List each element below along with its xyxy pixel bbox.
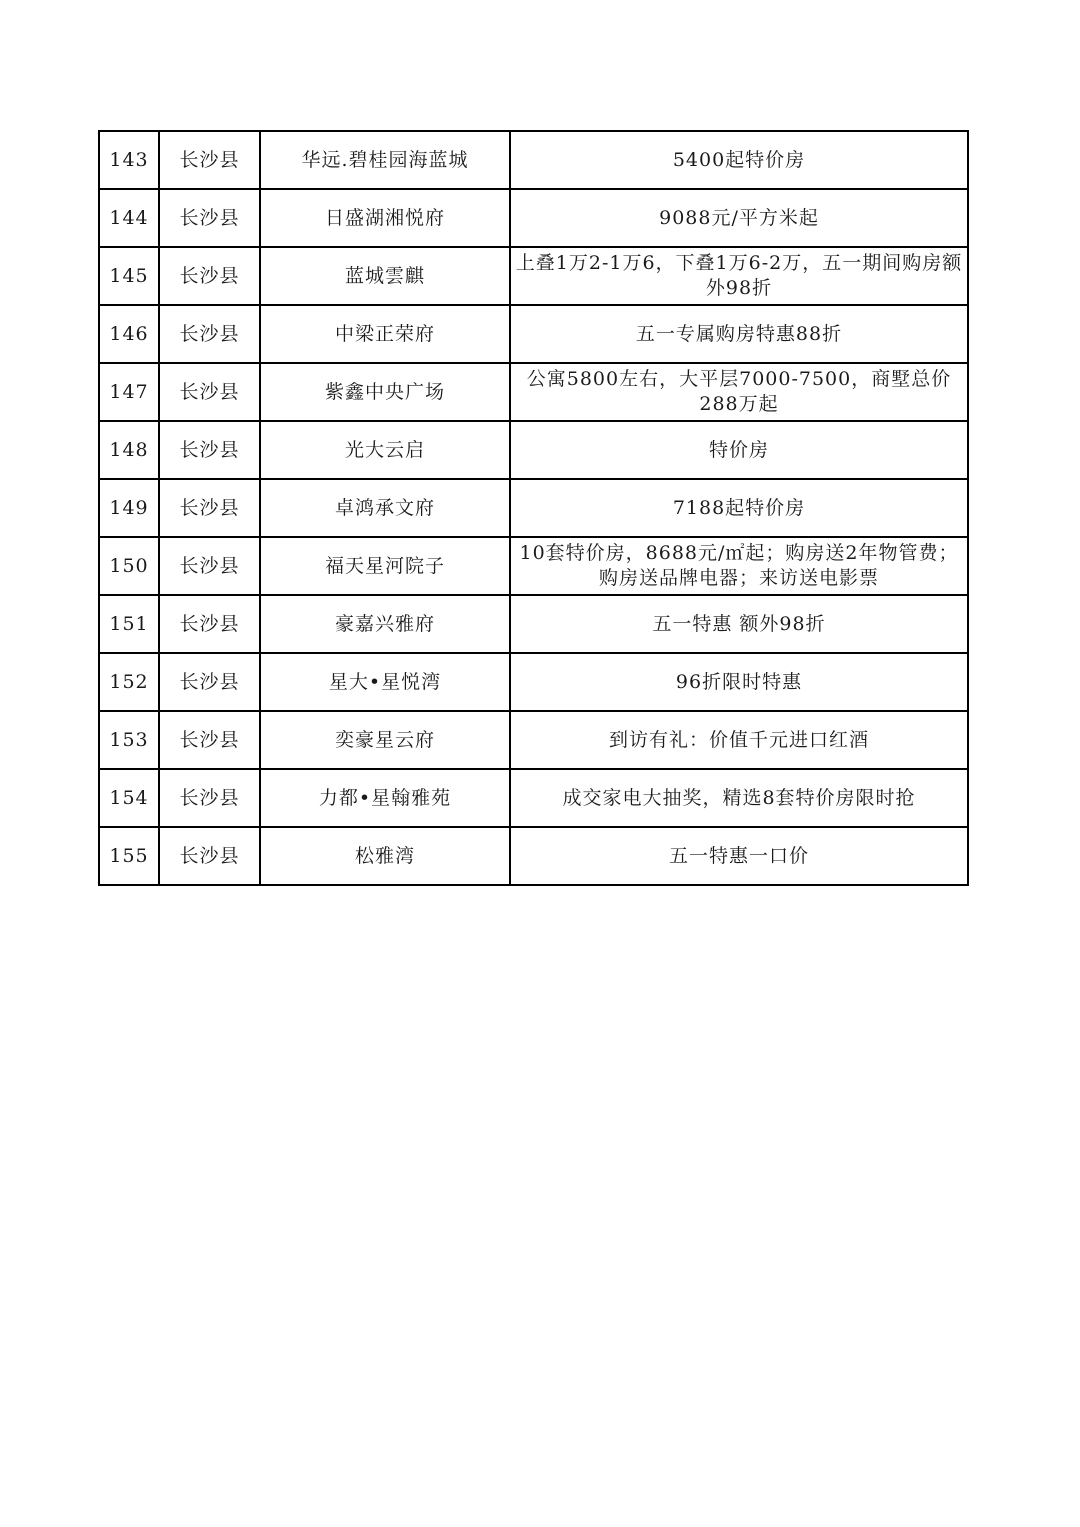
row-number: 146 <box>99 305 159 363</box>
county-cell: 长沙县 <box>159 827 260 885</box>
county-cell: 长沙县 <box>159 479 260 537</box>
row-number: 155 <box>99 827 159 885</box>
row-number: 153 <box>99 711 159 769</box>
county-cell: 长沙县 <box>159 363 260 421</box>
project-name-cell: 紫鑫中央广场 <box>260 363 510 421</box>
table-row <box>99 479 968 537</box>
table-row <box>99 363 968 421</box>
project-name-cell: 奕豪星云府 <box>260 711 510 769</box>
offer-cell: 五一特惠一口价 <box>510 827 968 885</box>
row-number: 144 <box>99 189 159 247</box>
row-number: 143 <box>99 131 159 189</box>
table-row <box>99 769 968 827</box>
project-name-cell: 力都•星翰雅苑 <box>260 769 510 827</box>
county-cell: 长沙县 <box>159 769 260 827</box>
project-name-cell: 日盛湖湘悦府 <box>260 189 510 247</box>
offer-cell: 到访有礼：价值千元进口红酒 <box>510 711 968 769</box>
project-name-cell: 光大云启 <box>260 421 510 479</box>
county-cell: 长沙县 <box>159 653 260 711</box>
project-name-cell: 中梁正荣府 <box>260 305 510 363</box>
table-row <box>99 827 968 885</box>
table-row <box>99 421 968 479</box>
county-cell: 长沙县 <box>159 189 260 247</box>
table-row <box>99 305 968 363</box>
county-cell: 长沙县 <box>159 247 260 305</box>
row-number: 154 <box>99 769 159 827</box>
offer-cell: 公寓5800左右，大平层7000-7500，商墅总价288万起 <box>510 363 968 421</box>
row-number: 151 <box>99 595 159 653</box>
row-number: 149 <box>99 479 159 537</box>
project-name-cell: 华远.碧桂园海蓝城 <box>260 131 510 189</box>
offer-cell: 5400起特价房 <box>510 131 968 189</box>
county-cell: 长沙县 <box>159 595 260 653</box>
table-row <box>99 131 968 189</box>
project-name-cell: 星大•星悦湾 <box>260 653 510 711</box>
offer-cell: 10套特价房，8688元/㎡起；购房送2年物管费；购房送品牌电器；来访送电影票 <box>510 537 968 595</box>
row-number: 152 <box>99 653 159 711</box>
offer-cell: 五一特惠 额外98折 <box>510 595 968 653</box>
row-number: 150 <box>99 537 159 595</box>
county-cell: 长沙县 <box>159 711 260 769</box>
project-name-cell: 蓝城雲麒 <box>260 247 510 305</box>
row-number: 148 <box>99 421 159 479</box>
property-offers-table <box>98 130 969 886</box>
county-cell: 长沙县 <box>159 537 260 595</box>
table-row <box>99 189 968 247</box>
offer-cell: 五一专属购房特惠88折 <box>510 305 968 363</box>
project-name-cell: 豪嘉兴雅府 <box>260 595 510 653</box>
offer-cell: 成交家电大抽奖，精选8套特价房限时抢 <box>510 769 968 827</box>
offer-cell: 特价房 <box>510 421 968 479</box>
project-name-cell: 福天星河院子 <box>260 537 510 595</box>
table-row <box>99 595 968 653</box>
county-cell: 长沙县 <box>159 131 260 189</box>
offer-cell: 7188起特价房 <box>510 479 968 537</box>
offer-cell: 96折限时特惠 <box>510 653 968 711</box>
offer-cell: 9088元/平方米起 <box>510 189 968 247</box>
table-row <box>99 711 968 769</box>
table-row <box>99 247 968 305</box>
row-number: 147 <box>99 363 159 421</box>
row-number: 145 <box>99 247 159 305</box>
county-cell: 长沙县 <box>159 421 260 479</box>
table-row <box>99 537 968 595</box>
table-row <box>99 653 968 711</box>
project-name-cell: 松雅湾 <box>260 827 510 885</box>
offer-cell: 上叠1万2-1万6，下叠1万6-2万，五一期间购房额外98折 <box>510 247 968 305</box>
county-cell: 长沙县 <box>159 305 260 363</box>
project-name-cell: 卓鸿承文府 <box>260 479 510 537</box>
